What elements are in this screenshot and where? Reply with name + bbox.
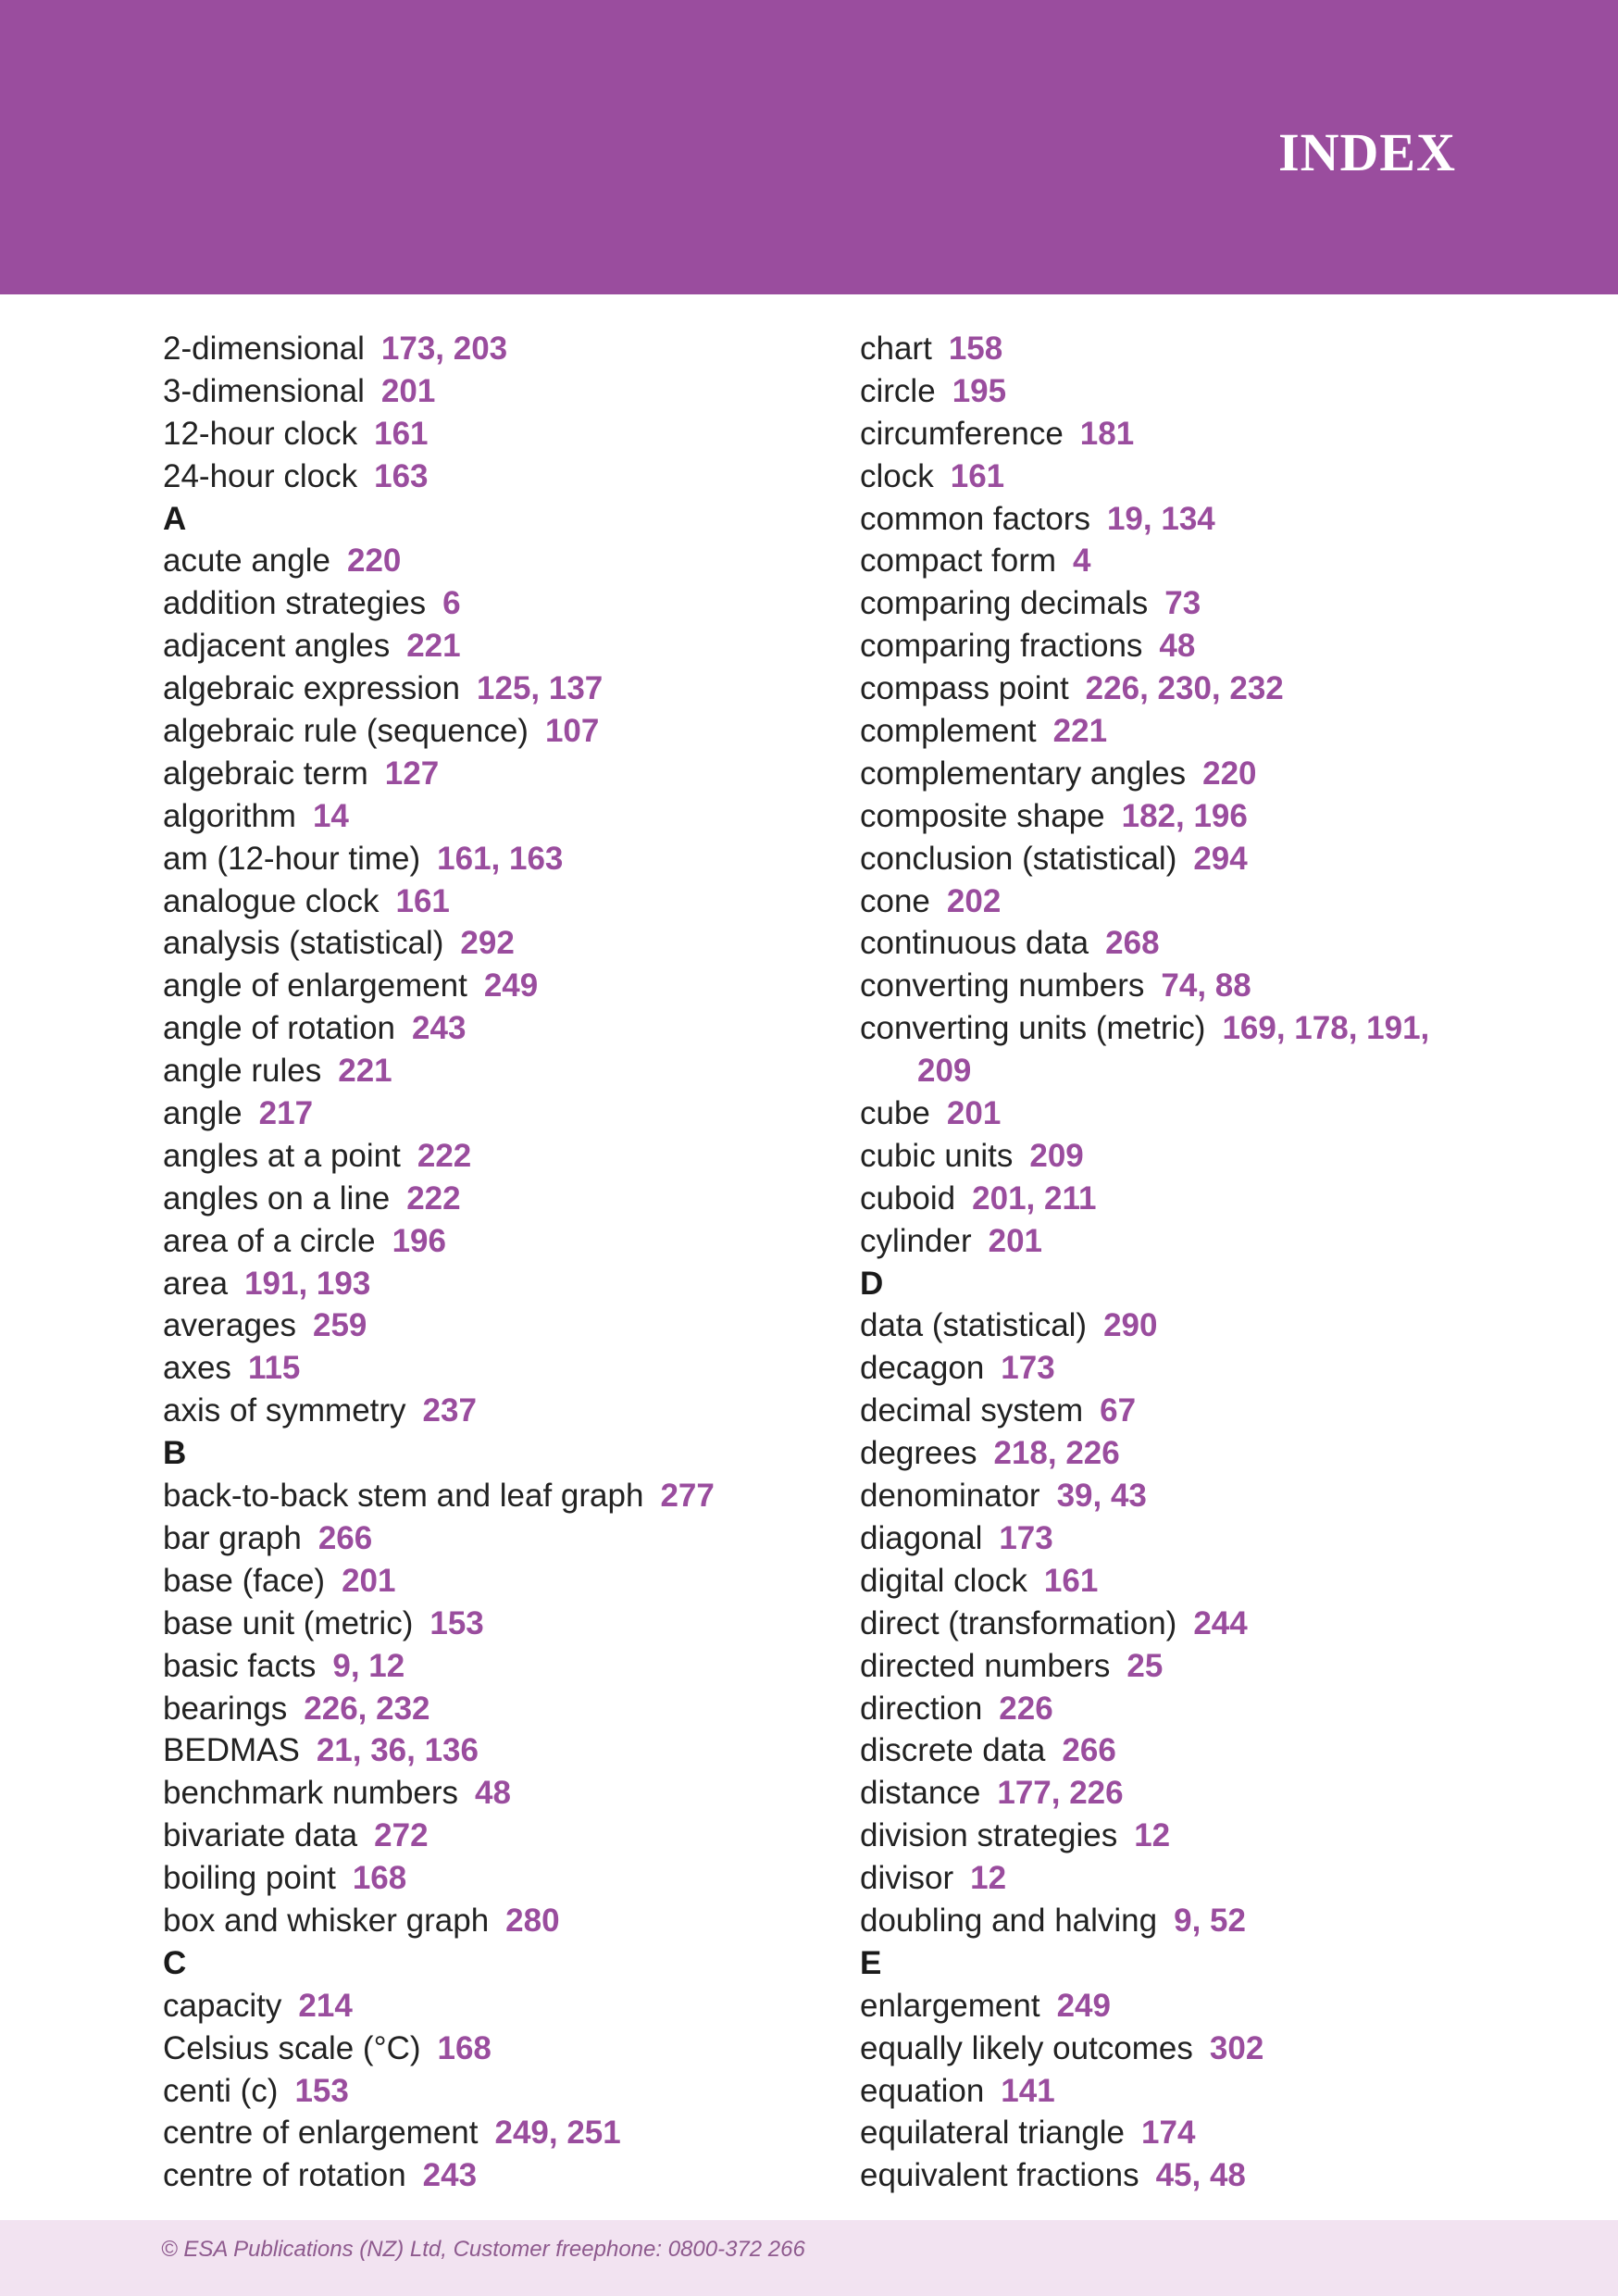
index-page-numbers: 221 xyxy=(338,1053,392,1090)
index-entry xyxy=(860,668,1489,710)
index-term: boiling point xyxy=(163,1860,336,1897)
index-entry xyxy=(860,413,1489,455)
index-term: 2-dimensional xyxy=(163,331,365,367)
index-entry xyxy=(860,2154,1489,2197)
index-term: common factors xyxy=(860,500,1090,537)
index-page-numbers: 292 xyxy=(460,925,515,962)
index-term: digital clock xyxy=(860,1562,1027,1599)
index-entry xyxy=(860,1900,1489,1942)
index-term: cube xyxy=(860,1095,930,1132)
index-term: angle of enlargement xyxy=(163,967,467,1004)
index-term: direction xyxy=(860,1690,983,1727)
index-page-numbers: 67 xyxy=(1100,1392,1137,1429)
index-page-numbers: 177, 226 xyxy=(997,1775,1124,1812)
index-entry xyxy=(163,795,829,838)
index-page-numbers: 39, 43 xyxy=(1056,1478,1147,1515)
index-entry xyxy=(163,1220,829,1263)
index-entry xyxy=(163,2154,829,2197)
index-page-numbers: 222 xyxy=(406,1179,461,1217)
index-entry xyxy=(163,455,829,498)
index-term: complement xyxy=(860,713,1037,750)
index-term: box and whisker graph xyxy=(163,1902,490,1939)
index-entry xyxy=(163,370,829,413)
index-entry xyxy=(860,455,1489,498)
index-entry xyxy=(860,1007,1489,1050)
index-entry xyxy=(860,1729,1489,1772)
index-term: complementary angles xyxy=(860,755,1187,792)
index-term: analogue clock xyxy=(163,882,380,919)
index-section-letter: B xyxy=(163,1435,187,1472)
index-entry xyxy=(163,1517,829,1560)
index-term: algorithm xyxy=(163,797,296,834)
index-term: equation xyxy=(860,2072,985,2109)
index-entry xyxy=(860,498,1489,541)
index-entry xyxy=(860,710,1489,753)
index-page-numbers: 201, 211 xyxy=(972,1179,1097,1217)
index-entry xyxy=(163,540,829,582)
index-entry xyxy=(860,2070,1489,2113)
index-page-numbers: 127 xyxy=(384,755,440,792)
index-section-letter: A xyxy=(163,500,187,537)
index-term: algebraic rule (sequence) xyxy=(163,713,529,750)
index-entry xyxy=(163,1857,829,1900)
index-entry xyxy=(163,2028,829,2070)
header-banner xyxy=(0,0,1618,294)
index-page-numbers: 173 xyxy=(1001,1350,1055,1387)
index-page-numbers: 302 xyxy=(1209,2029,1264,2066)
index-term: base (face) xyxy=(163,1562,326,1599)
index-entry xyxy=(860,1135,1489,1178)
index-page-numbers: 107 xyxy=(544,713,600,750)
index-term: bivariate data xyxy=(163,1817,358,1854)
index-entry xyxy=(163,1135,829,1178)
index-page-numbers: 195 xyxy=(952,372,1007,409)
index-term: data (statistical) xyxy=(860,1307,1088,1344)
index-entry xyxy=(163,880,829,923)
index-entry xyxy=(860,1092,1489,1135)
index-page-numbers: 294 xyxy=(1193,840,1248,877)
index-entry xyxy=(860,1220,1489,1263)
index-term: degrees xyxy=(860,1435,977,1472)
index-page-numbers: 174 xyxy=(1141,2115,1196,2152)
index-term: bar graph xyxy=(163,1519,302,1556)
index-term: cubic units xyxy=(860,1137,1014,1174)
index-section-letter: C xyxy=(163,1944,187,1981)
index-entry xyxy=(163,838,829,880)
index-page-numbers: 25 xyxy=(1126,1647,1164,1684)
index-term: axes xyxy=(163,1350,231,1387)
index-page-numbers: 9, 52 xyxy=(1174,1902,1246,1939)
index-entry xyxy=(860,1985,1489,2028)
index-page-numbers: 115 xyxy=(247,1350,301,1387)
index-entry xyxy=(860,838,1489,880)
index-page-numbers: 21, 36, 136 xyxy=(316,1732,479,1769)
index-term: acute angle xyxy=(163,543,330,580)
index-term: angle rules xyxy=(163,1053,322,1090)
index-term: centi (c) xyxy=(163,2072,279,2109)
index-entry xyxy=(163,1772,829,1815)
index-term: division strategies xyxy=(860,1817,1118,1854)
index-entry xyxy=(860,1390,1489,1432)
index-page-numbers: 163 xyxy=(374,457,429,494)
index-term: cylinder xyxy=(860,1222,972,1259)
index-entry xyxy=(860,2112,1489,2154)
index-page-numbers: 214 xyxy=(298,1987,353,2024)
index-term: converting numbers xyxy=(860,967,1145,1004)
index-page-numbers: 226 xyxy=(999,1690,1053,1727)
index-page-numbers: 244 xyxy=(1193,1604,1248,1641)
index-page-numbers: 259 xyxy=(312,1307,367,1344)
index-term: cuboid xyxy=(860,1179,956,1217)
index-page-numbers: 125, 137 xyxy=(477,670,604,707)
index-page-numbers: 161 xyxy=(395,882,450,919)
index-entry xyxy=(860,753,1489,795)
index-term: chart xyxy=(860,331,932,367)
index-page-numbers: 168 xyxy=(437,2029,492,2066)
index-page-numbers: 243 xyxy=(422,2157,478,2194)
index-page-numbers: 196 xyxy=(392,1222,446,1259)
index-page-numbers: 181 xyxy=(1079,415,1135,452)
index-page-numbers: 201 xyxy=(342,1562,396,1599)
index-term: decimal system xyxy=(860,1392,1084,1429)
index-term: 24-hour clock xyxy=(163,457,358,494)
index-page-numbers: 153 xyxy=(429,1604,484,1641)
index-term: compact form xyxy=(860,543,1056,580)
index-term: clock xyxy=(860,457,934,494)
index-term: axis of symmetry xyxy=(163,1392,406,1429)
index-column-right xyxy=(860,328,1489,2197)
index-entry xyxy=(860,1475,1489,1517)
index-entry-continuation xyxy=(860,1050,1489,1092)
index-entry xyxy=(163,1263,829,1305)
index-term: back-to-back stem and leaf graph xyxy=(163,1478,644,1515)
index-page-numbers: 14 xyxy=(312,797,349,834)
index-entry xyxy=(163,1729,829,1772)
index-page-numbers: 266 xyxy=(1062,1732,1116,1769)
index-page-numbers: 201 xyxy=(946,1095,1002,1132)
index-page-numbers: 218, 226 xyxy=(993,1435,1120,1472)
index-term: 12-hour clock xyxy=(163,415,358,452)
index-page-numbers: 168 xyxy=(352,1860,407,1897)
index-term: composite shape xyxy=(860,797,1105,834)
index-page-numbers: 290 xyxy=(1103,1307,1158,1344)
footer-bar xyxy=(0,2220,1618,2296)
index-page-numbers: 73 xyxy=(1164,585,1201,622)
index-page-numbers: 272 xyxy=(374,1817,429,1854)
index-entry xyxy=(163,328,829,370)
index-term: divisor xyxy=(860,1860,954,1897)
index-page-numbers: 249 xyxy=(1056,1987,1111,2024)
index-term: bearings xyxy=(163,1690,288,1727)
index-term: centre of enlargement xyxy=(163,2115,479,2152)
index-entry xyxy=(860,1645,1489,1688)
index-page-numbers: 45, 48 xyxy=(1155,2157,1246,2194)
index-page-numbers: 202 xyxy=(946,882,1002,919)
index-page-numbers: 237 xyxy=(422,1392,477,1429)
index-entry xyxy=(163,582,829,625)
index-page-numbers: 220 xyxy=(1202,755,1257,792)
index-column-left xyxy=(163,328,829,2197)
index-page-numbers: 268 xyxy=(1105,925,1160,962)
index-term: am (12-hour time) xyxy=(163,840,421,877)
index-term: comparing fractions xyxy=(860,628,1143,665)
index-term: analysis (statistical) xyxy=(163,925,444,962)
index-entry xyxy=(860,1772,1489,1815)
index-term: cone xyxy=(860,882,930,919)
index-term: circle xyxy=(860,372,936,409)
index-page-numbers: 209 xyxy=(917,1053,972,1090)
index-entry xyxy=(163,922,829,965)
index-page-numbers: 161, 163 xyxy=(437,840,564,877)
index-term: basic facts xyxy=(163,1647,317,1684)
index-term: doubling and halving xyxy=(860,1902,1158,1939)
index-entry xyxy=(163,1347,829,1390)
index-entry xyxy=(163,710,829,753)
index-entry xyxy=(163,1050,829,1092)
index-term: directed numbers xyxy=(860,1647,1111,1684)
index-term: comparing decimals xyxy=(860,585,1149,622)
index-page-numbers: 12 xyxy=(1134,1817,1171,1854)
index-page-numbers: 19, 134 xyxy=(1106,500,1215,537)
index-entry xyxy=(163,965,829,1007)
index-term: adjacent angles xyxy=(163,628,391,665)
index-term: equally likely outcomes xyxy=(860,2029,1193,2066)
index-term: discrete data xyxy=(860,1732,1046,1769)
index-entry xyxy=(163,413,829,455)
index-page-numbers: 48 xyxy=(475,1775,511,1812)
index-entry xyxy=(163,625,829,668)
index-term: area of a circle xyxy=(163,1222,376,1259)
index-term: capacity xyxy=(163,1987,282,2024)
index-entry xyxy=(860,1347,1489,1390)
index-term: Celsius scale (°C) xyxy=(163,2029,421,2066)
index-term: angles at a point xyxy=(163,1137,401,1174)
index-term: base unit (metric) xyxy=(163,1604,414,1641)
index-entry xyxy=(163,1092,829,1135)
index-entry xyxy=(163,1560,829,1603)
index-page-numbers: 161 xyxy=(374,415,429,452)
index-term: angle xyxy=(163,1095,243,1132)
index-page-numbers: 222 xyxy=(417,1137,472,1174)
index-entry xyxy=(860,540,1489,582)
index-term: compass point xyxy=(860,670,1069,707)
index-entry xyxy=(163,1900,829,1942)
index-term: equilateral triangle xyxy=(860,2115,1126,2152)
index-entry xyxy=(860,880,1489,923)
index-term: angles on a line xyxy=(163,1179,391,1217)
index-entry xyxy=(163,1304,829,1347)
index-page-numbers: 280 xyxy=(505,1902,560,1939)
index-entry xyxy=(860,582,1489,625)
index-term: equivalent fractions xyxy=(860,2157,1139,2194)
index-page-numbers: 48 xyxy=(1159,628,1196,665)
index-entry xyxy=(860,1560,1489,1603)
index-entry xyxy=(860,1517,1489,1560)
index-page-numbers: 158 xyxy=(948,331,1003,367)
index-page-numbers: 220 xyxy=(346,543,402,580)
index-term: direct (transformation) xyxy=(860,1604,1177,1641)
index-entry xyxy=(860,328,1489,370)
index-page-numbers: 201 xyxy=(988,1222,1043,1259)
index-page-numbers: 226, 232 xyxy=(304,1690,430,1727)
index-entry xyxy=(163,1475,829,1517)
index-entry xyxy=(860,922,1489,965)
index-page-numbers: 161 xyxy=(950,457,1005,494)
index-entry xyxy=(163,1390,829,1432)
index-entry xyxy=(860,1815,1489,1857)
index-page-numbers: 169, 178, 191, xyxy=(1222,1010,1430,1047)
index-page-numbers: 141 xyxy=(1001,2072,1055,2109)
index-entry xyxy=(860,1603,1489,1645)
index-page-numbers: 249 xyxy=(483,967,539,1004)
index-entry xyxy=(860,965,1489,1007)
index-page-numbers: 173 xyxy=(999,1519,1053,1556)
index-term: angle of rotation xyxy=(163,1010,396,1047)
index-entry xyxy=(163,753,829,795)
index-entry xyxy=(163,2070,829,2113)
index-term: denominator xyxy=(860,1478,1040,1515)
index-term: conclusion (statistical) xyxy=(860,840,1177,877)
index-entry xyxy=(860,1432,1489,1475)
index-term: converting units (metric) xyxy=(860,1010,1206,1047)
index-entry xyxy=(860,625,1489,668)
index-entry xyxy=(163,668,829,710)
index-entry xyxy=(860,1304,1489,1347)
index-page-numbers: 161 xyxy=(1043,1562,1099,1599)
index-entry xyxy=(163,1645,829,1688)
index-page-numbers: 12 xyxy=(970,1860,1007,1897)
index-page-numbers: 221 xyxy=(406,628,461,665)
index-term: averages xyxy=(163,1307,296,1344)
index-term: continuous data xyxy=(860,925,1089,962)
index-entry xyxy=(860,370,1489,413)
index-term: 3-dimensional xyxy=(163,372,365,409)
index-entry xyxy=(860,1857,1489,1900)
index-page-numbers: 191, 193 xyxy=(244,1265,371,1302)
index-page-numbers: 243 xyxy=(412,1010,467,1047)
index-page-numbers: 74, 88 xyxy=(1161,967,1251,1004)
page-title: INDEX xyxy=(1278,122,1456,182)
index-page-numbers: 266 xyxy=(317,1519,373,1556)
index-entry xyxy=(163,1815,829,1857)
index-entry xyxy=(163,2112,829,2154)
index-term: area xyxy=(163,1265,229,1302)
index-term: diagonal xyxy=(860,1519,983,1556)
index-page-numbers: 9, 12 xyxy=(332,1647,405,1684)
index-entry xyxy=(163,1007,829,1050)
index-term: decagon xyxy=(860,1350,985,1387)
index-entry xyxy=(860,795,1489,838)
footer-copyright: © ESA Publications (NZ) Ltd, Customer freephone: 0800-372 266 xyxy=(161,2237,805,2262)
index-page-numbers: 201 xyxy=(380,372,436,409)
index-page-numbers: 226, 230, 232 xyxy=(1085,670,1284,707)
index-entry xyxy=(860,1178,1489,1220)
index-page-numbers: 153 xyxy=(294,2072,349,2109)
index-page-numbers: 217 xyxy=(258,1095,314,1132)
index-term: centre of rotation xyxy=(163,2157,406,2194)
index-entry xyxy=(860,1688,1489,1730)
index-term: BEDMAS xyxy=(163,1732,300,1769)
index-entry xyxy=(860,2028,1489,2070)
index-page-numbers: 6 xyxy=(442,585,461,622)
index-section-letter: E xyxy=(860,1944,882,1981)
index-term: enlargement xyxy=(860,1987,1040,2024)
index-term: algebraic term xyxy=(163,755,368,792)
index-page-numbers: 209 xyxy=(1029,1137,1084,1174)
index-page-numbers: 173, 203 xyxy=(380,331,508,367)
index-entry xyxy=(163,1178,829,1220)
index-entry xyxy=(163,1603,829,1645)
index-entry xyxy=(163,1688,829,1730)
index-page-numbers: 182, 196 xyxy=(1121,797,1248,834)
index-term: algebraic expression xyxy=(163,670,461,707)
index-page-numbers: 277 xyxy=(660,1478,715,1515)
index-page-numbers: 4 xyxy=(1073,543,1091,580)
index-term: addition strategies xyxy=(163,585,427,622)
index-section-letter: D xyxy=(860,1265,884,1302)
index-term: circumference xyxy=(860,415,1064,452)
index-page-numbers: 249, 251 xyxy=(494,2115,621,2152)
index-term: benchmark numbers xyxy=(163,1775,459,1812)
index-entry xyxy=(163,1985,829,2028)
index-page-numbers: 221 xyxy=(1052,713,1108,750)
index-term: distance xyxy=(860,1775,981,1812)
